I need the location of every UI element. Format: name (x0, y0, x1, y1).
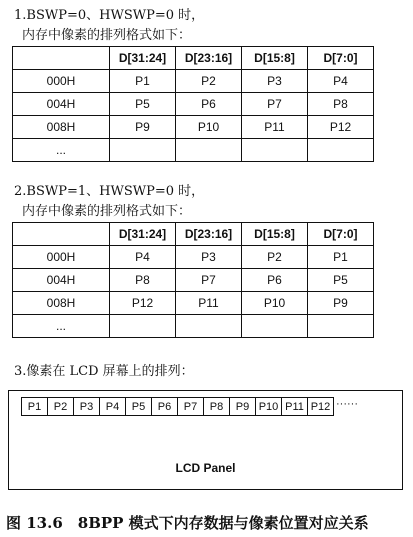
table-header-row (13, 47, 374, 70)
address-cell: ... (13, 315, 110, 338)
column-header: D[23:16] (176, 47, 242, 70)
address-cell: 000H (13, 246, 110, 269)
pixel-cell: P3 (176, 246, 242, 269)
pixel-cell (110, 315, 176, 338)
pixel-box: P8 (203, 397, 230, 416)
address-cell: 004H (13, 93, 110, 116)
pixel-cell: P2 (242, 246, 308, 269)
column-header: D[15:8] (242, 47, 308, 70)
lcd-panel (8, 390, 403, 490)
pixel-box: P3 (73, 397, 100, 416)
pixel-cell: P12 (110, 292, 176, 315)
pixel-box: P6 (151, 397, 178, 416)
pixel-box: P1 (21, 397, 48, 416)
pixel-cell: P8 (110, 269, 176, 292)
pixel-box: P4 (99, 397, 126, 416)
pixel-cell (308, 139, 374, 162)
pixel-cell: P6 (176, 93, 242, 116)
column-header: D[7:0] (308, 223, 374, 246)
pixel-cell: P1 (308, 246, 374, 269)
pixel-cell: P11 (176, 292, 242, 315)
column-header: D[15:8] (242, 223, 308, 246)
memory-table-2 (12, 222, 374, 338)
pixel-box: P11 (281, 397, 308, 416)
table-row (13, 139, 374, 162)
section3-title: 3.像素在 LCD 屏幕上的排列： (14, 364, 194, 379)
pixel-box: P10 (255, 397, 282, 416)
table-row (13, 93, 374, 116)
table-row (13, 246, 374, 269)
address-cell: ... (13, 139, 110, 162)
pixel-box: P7 (177, 397, 204, 416)
pixel-box: P12 (307, 397, 334, 416)
address-cell: 004H (13, 269, 110, 292)
pixel-cell (110, 139, 176, 162)
pixel-cell (242, 139, 308, 162)
pixel-cell: P2 (176, 70, 242, 93)
pixel-cell: P10 (176, 116, 242, 139)
pixel-ellipsis: ······ (336, 398, 358, 410)
column-header: D[31:24] (110, 47, 176, 70)
pixel-cell: P5 (110, 93, 176, 116)
pixel-cell: P7 (176, 269, 242, 292)
pixel-cell: P8 (308, 93, 374, 116)
column-header: D[7:0] (308, 47, 374, 70)
section2-title: 2.BSWP=1、HWSWP=0 时， (14, 184, 205, 199)
memory-table-1 (12, 46, 374, 162)
pixel-cell: P10 (242, 292, 308, 315)
table-header-row (13, 223, 374, 246)
pixel-cell: P3 (242, 70, 308, 93)
pixel-box: P2 (47, 397, 74, 416)
table-row (13, 116, 374, 139)
address-cell: 008H (13, 292, 110, 315)
pixel-cell: P11 (242, 116, 308, 139)
table-row (13, 70, 374, 93)
pixel-cell: P4 (110, 246, 176, 269)
pixel-cell: P1 (110, 70, 176, 93)
section2-subtitle: 内存中像素的排列格式如下： (22, 204, 192, 219)
address-cell: 000H (13, 70, 110, 93)
table-row (13, 315, 374, 338)
table-corner-cell (13, 47, 110, 70)
section1-title: 1.BSWP=0、HWSWP=0 时， (14, 8, 205, 23)
pixel-cell: P5 (308, 269, 374, 292)
pixel-box: P9 (229, 397, 256, 416)
pixel-cell: P9 (308, 292, 374, 315)
pixel-cell (242, 315, 308, 338)
pixel-cell: P9 (110, 116, 176, 139)
figure-caption: 图 13.6 8BPP 模式下内存数据与像素位置对应关系 (6, 514, 369, 532)
pixel-cell: P4 (308, 70, 374, 93)
table-row (13, 269, 374, 292)
pixel-cell (176, 315, 242, 338)
pixel-box: P5 (125, 397, 152, 416)
section1-subtitle: 内存中像素的排列格式如下： (22, 28, 192, 43)
lcd-panel-label: LCD Panel (175, 461, 236, 475)
column-header: D[31:24] (110, 223, 176, 246)
pixel-strip (21, 397, 358, 416)
pixel-cell: P12 (308, 116, 374, 139)
table-corner-cell (13, 223, 110, 246)
address-cell: 008H (13, 116, 110, 139)
pixel-cell: P6 (242, 269, 308, 292)
pixel-cell: P7 (242, 93, 308, 116)
pixel-cell (176, 139, 242, 162)
pixel-cell (308, 315, 374, 338)
table-row (13, 292, 374, 315)
column-header: D[23:16] (176, 223, 242, 246)
